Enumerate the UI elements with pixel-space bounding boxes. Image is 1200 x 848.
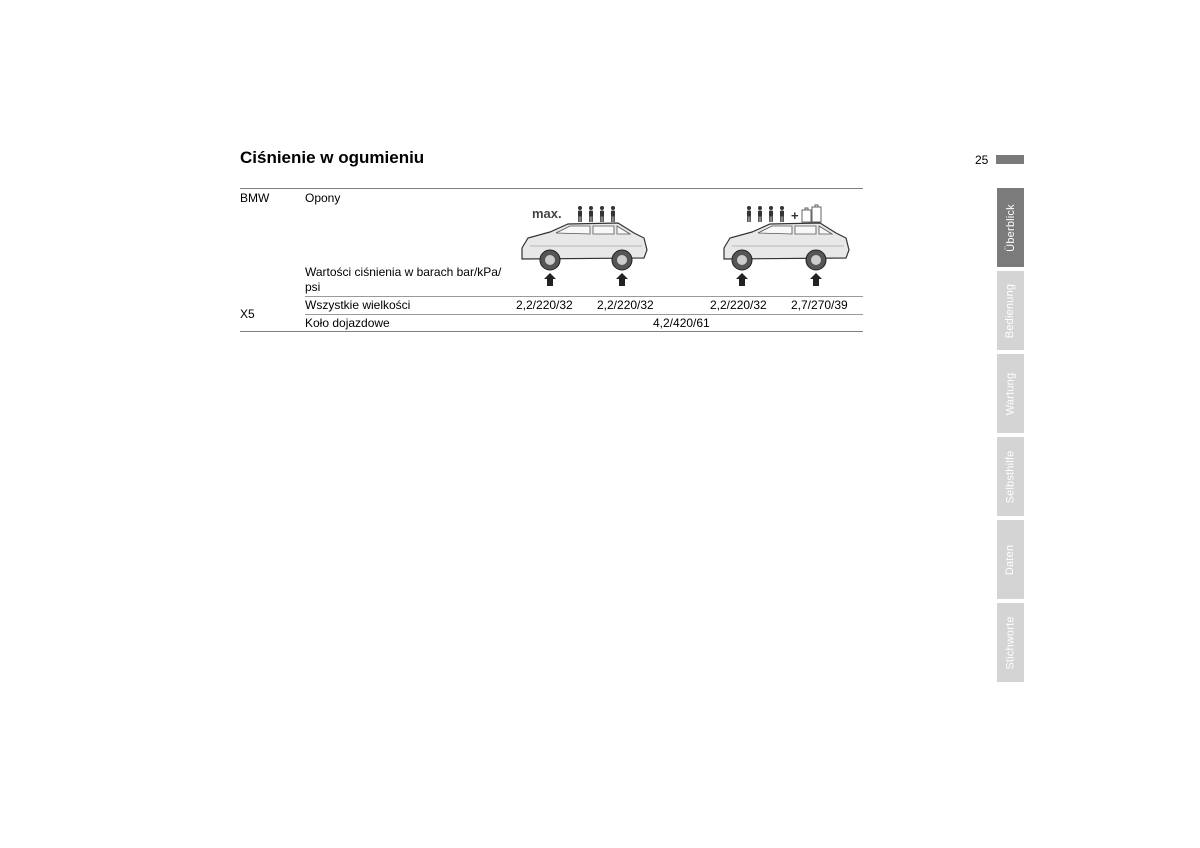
suv-side-view-icon	[724, 223, 849, 270]
tab-label: Bedienung	[1004, 283, 1017, 338]
pressure-label-line2: psi	[305, 280, 321, 294]
tyre-arrow-icons	[736, 273, 822, 286]
page-title: Ciśnienie w ogumieniu	[240, 148, 425, 167]
luggage-icon	[802, 205, 821, 222]
tab-label: Stichworte	[1004, 615, 1017, 670]
model-label: X5	[240, 307, 255, 321]
person-icons	[578, 206, 615, 222]
tab-stichworte[interactable]	[997, 603, 1024, 682]
tab-label: Selbsthilfe	[1004, 450, 1017, 503]
tab-uberblick[interactable]	[997, 188, 1024, 267]
tab-label: Daten	[1004, 544, 1017, 575]
tab-label: Wartung	[1004, 372, 1017, 415]
tab-label: Überblick	[1004, 203, 1017, 252]
row-all-sizes-label: Wszystkie wielkości	[305, 298, 411, 312]
pressure-label-line1: Wartości ciśnienia w barach bar/kPa/	[305, 265, 502, 279]
table-rule-bottom	[240, 331, 863, 332]
car-full-load-illustration	[712, 202, 862, 288]
tab-wartung[interactable]	[997, 354, 1024, 433]
page-number: 25	[975, 153, 989, 167]
table-header-brand: BMW	[240, 191, 270, 205]
pressure-label	[305, 265, 501, 295]
table-header-tyres: Opony	[305, 191, 341, 205]
car-max-load-illustration	[510, 202, 660, 288]
max-label: max.	[532, 206, 562, 221]
tyre-arrow-icons	[544, 273, 628, 286]
table-rule-row2	[305, 314, 863, 315]
table-rule-top	[240, 188, 863, 189]
tab-selbsthilfe[interactable]	[997, 437, 1024, 516]
row-all-sizes-value-1: 2,2/220/32	[516, 298, 573, 312]
tab-bedienung[interactable]	[997, 271, 1024, 350]
row-spare-wheel-value: 4,2/420/61	[653, 316, 710, 330]
suv-side-view-icon	[522, 223, 647, 270]
row-all-sizes-value-3: 2,2/220/32	[710, 298, 767, 312]
person-icons	[747, 206, 784, 222]
plus-label: +	[791, 208, 799, 223]
tab-daten[interactable]	[997, 520, 1024, 599]
row-all-sizes-value-2: 2,2/220/32	[597, 298, 654, 312]
table-rule-row1	[305, 296, 863, 297]
row-spare-wheel-label: Koło dojazdowe	[305, 316, 390, 330]
page-number-bar	[996, 155, 1024, 164]
row-all-sizes-value-4: 2,7/270/39	[791, 298, 848, 312]
